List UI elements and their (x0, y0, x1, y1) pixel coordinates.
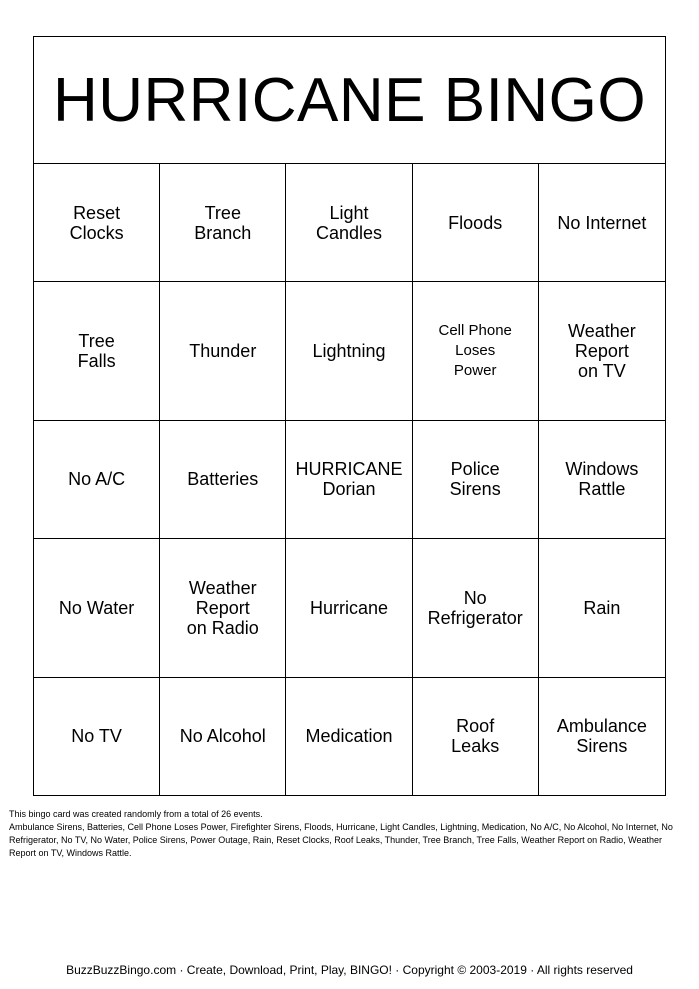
bingo-cell: Hurricane (286, 539, 412, 677)
bingo-cell: No Internet (539, 164, 665, 282)
card-title: HURRICANE BINGO (34, 37, 665, 164)
bingo-cell: Tree Branch (160, 164, 286, 282)
bingo-cell: Roof Leaks (413, 678, 539, 795)
bingo-cell: No Alcohol (160, 678, 286, 795)
bingo-cell: Lightning (286, 282, 412, 420)
bingo-cell: Batteries (160, 421, 286, 539)
bingo-cell: Ambulance Sirens (556, 716, 647, 757)
bingo-cell: Thunder (160, 282, 286, 420)
bingo-cell: Light Candles (286, 164, 412, 282)
card-note (9, 808, 685, 860)
bingo-cell: Police Sirens (413, 421, 539, 539)
note-summary: This bingo card was created randomly from a total of 26 events. (9, 809, 263, 819)
bingo-grid (34, 164, 665, 795)
footer-copyright: BuzzBuzzBingo.com · Create, Download, Print, Play, BINGO! · Copyright © 2003-2019 · All rights reserved (66, 963, 633, 977)
bingo-cell: Medication (286, 678, 412, 795)
bingo-cell: HURRICANE Dorian (286, 421, 412, 539)
bingo-cell: No Refrigerator (413, 539, 539, 677)
bingo-card (33, 36, 666, 796)
bingo-cell: Tree Falls (34, 282, 160, 420)
bingo-cell: Cell Phone Loses Power (413, 282, 539, 420)
bingo-cell: No A/C (34, 421, 160, 539)
bingo-cell: Weather Report on Radio (160, 539, 286, 677)
bingo-cell: No Water (34, 539, 160, 677)
note-event-list: Ambulance Sirens, Batteries, Cell Phone Loses Power, Firefighter Sirens, Floods, Hurricane, Light Candles, Lightning, Medication, No A/C, No Alcohol, No Internet, No Refrigerator, No TV, No Water, Police Sirens, Power Outage, Rain, Reset Clocks, Roof Leaks, Thunder, Tree Branch, Tree Falls, Weather Report on Radio, Weather Report on TV, Windows Rattle. (9, 822, 673, 858)
bingo-cell: No TV (34, 678, 160, 795)
bingo-cell: Windows Rattle (539, 421, 665, 539)
bingo-cell: Rain (539, 539, 665, 677)
bingo-cell: Floods (413, 164, 539, 282)
bingo-cell: Weather Report on TV (539, 282, 665, 420)
bingo-cell: Reset Clocks (34, 164, 160, 282)
